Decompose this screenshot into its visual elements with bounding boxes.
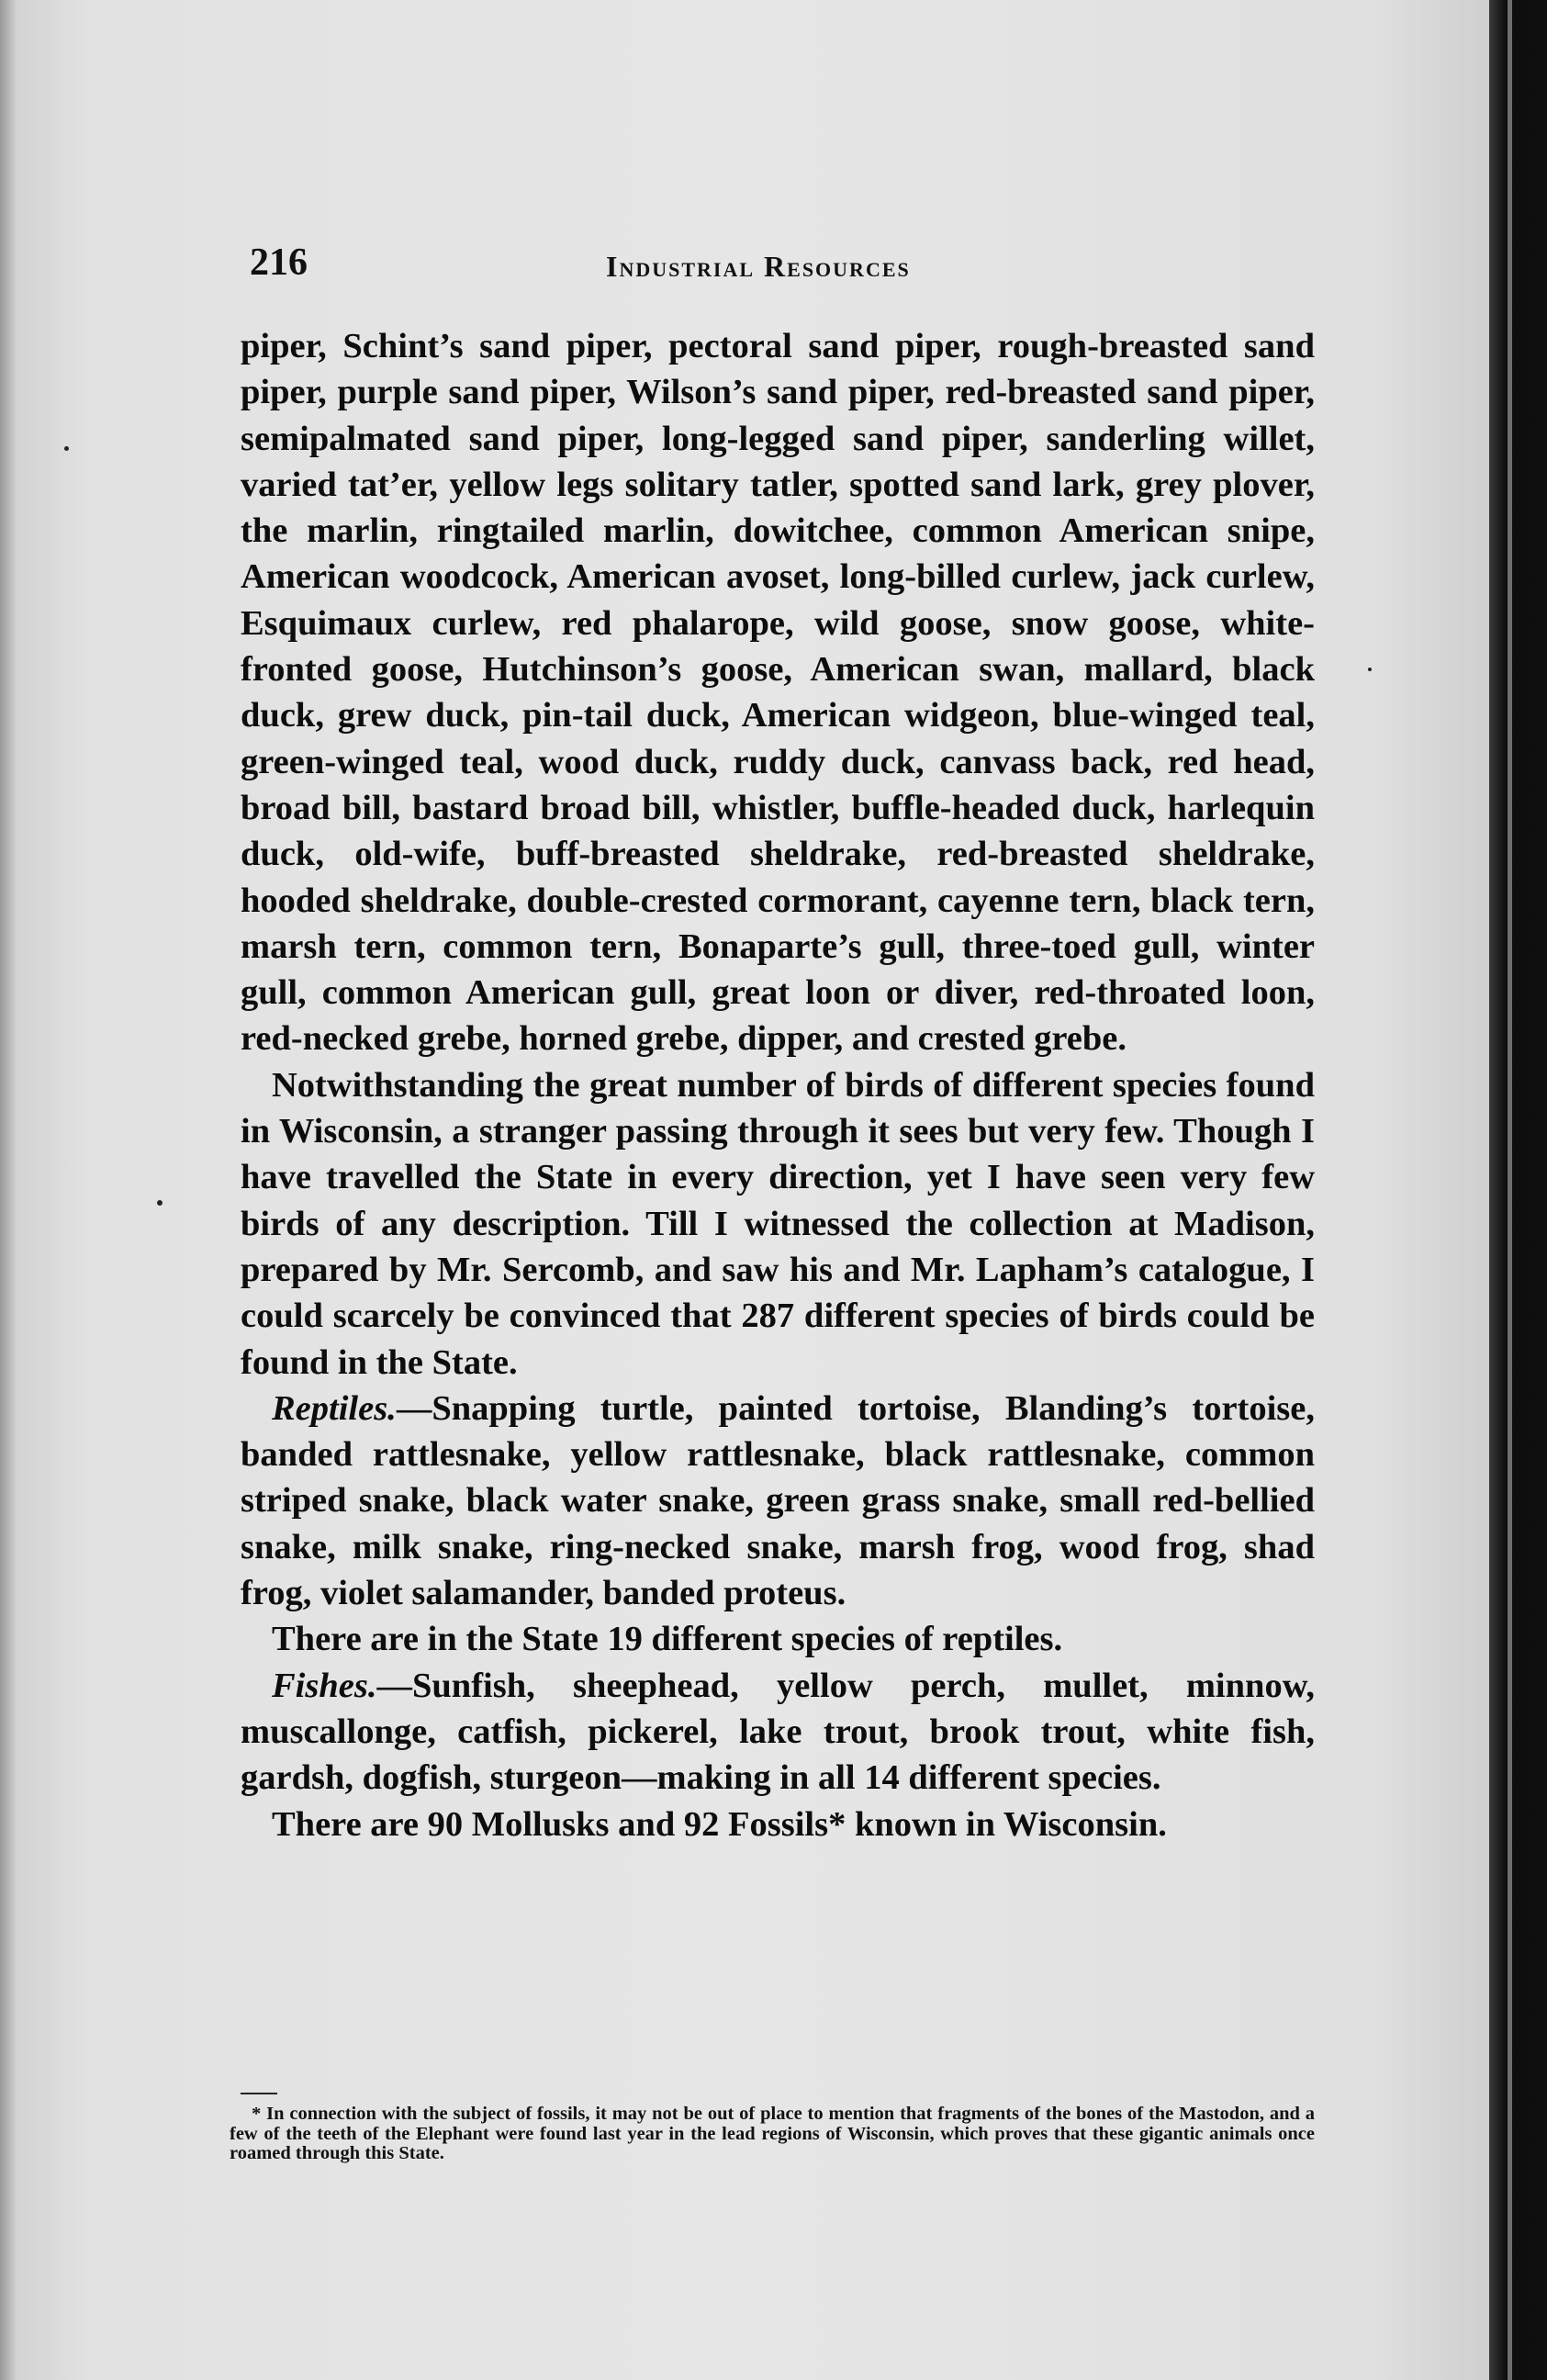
paragraph-mollusks-fossils: There are 90 Mollusks and 92 Fossils* known in Wisconsin. <box>272 1804 1167 1844</box>
body-text <box>241 323 1315 1847</box>
footnote-text: * In connection with the subject of fossils, it may not be out of place to mention that fragments of the bones of the Mastodon, and a few of the teeth of the Elephant were found last year in the lead regions of Wisconsin, which proves that these gigantic animals once roamed through this State. <box>230 2104 1315 2163</box>
margin-speck <box>157 1200 163 1206</box>
fishes-heading: Fishes. <box>272 1666 377 1705</box>
running-head: Industrial Resources <box>606 250 911 283</box>
footnote <box>230 2105 1315 2164</box>
page-gutter-shadow <box>0 0 17 2380</box>
paragraph-reptiles <box>241 1386 1315 1616</box>
paragraph-bird-observation: Notwithstanding the great number of birds of different species found in Wisconsin, a stranger passing through it sees but very few. Though I have travelled the State in every direction, yet I have seen very few birds of any description. Till I witnessed the collection at Madison, prepared by Mr. Sercomb, and saw his and Mr. Lapham’s catalogue, I could scarcely be convinced that 287 different species of birds could be found in the State. <box>241 1065 1315 1382</box>
reptiles-heading: Reptiles. <box>272 1388 397 1428</box>
adjacent-page-edge <box>1489 0 1547 2380</box>
paragraph-fishes <box>241 1663 1315 1802</box>
page-sliver <box>1508 0 1512 2380</box>
margin-speck <box>64 446 69 451</box>
fishes-list: —Sunfish, sheephead, yellow perch, mullet, minnow, muscallonge, catfish, pickerel, lake trout, brook trout, white fish, gardsh, dogfish, sturgeon—making in all 14 different species. <box>241 1666 1315 1798</box>
reptiles-list: —Snapping turtle, painted tortoise, Blanding’s tortoise, banded rattlesnake, yellow rattlesnake, black rattlesnake, common striped snake, black water snake, green grass snake, small red-bellied snake, milk snake, ring-necked snake, marsh frog, wood frog, shad frog, violet salamander, banded proteus. <box>241 1388 1315 1613</box>
paragraph-bird-list: piper, Schint’s sand piper, pectoral sand piper, rough-breasted sand piper, purple sand piper, Wilson’s sand piper, red-breasted sand piper, semipalmated sand piper, long-legged sand piper, sanderling willet, varied tat’er, yellow legs solitary tatler, spotted sand lark, grey plover, the marlin, ringtailed marlin, dowitchee, common American snipe, American woodcock, American avoset, long-billed curlew, jack curlew, Esquimaux curlew, red phalarope, wild goose, snow goose, white-fronted goose, Hutchinson’s goose, American swan, mallard, black duck, grew duck, pin-tail duck, American widgeon, blue-winged teal, green-winged teal, wood duck, ruddy duck, canvass back, red head, broad bill, bastard broad bill, whistler, buffle-headed duck, harlequin duck, old-wife, buff-breasted sheldrake, red-breasted sheldrake, hooded sheldrake, double-crested cormorant, cayenne tern, black tern, marsh tern, common tern, Bonaparte’s gull, three-toed gull, winter gull, common American gull, great loon or diver, red-throated loon, red-necked grebe, horned grebe, dipper, and crested grebe. <box>241 327 1315 1059</box>
margin-speck <box>1368 668 1372 671</box>
page-number: 216 <box>250 241 308 284</box>
footnote-rule <box>241 2093 277 2094</box>
paragraph-reptile-count: There are in the State 19 different species of reptiles. <box>272 1620 1063 1659</box>
